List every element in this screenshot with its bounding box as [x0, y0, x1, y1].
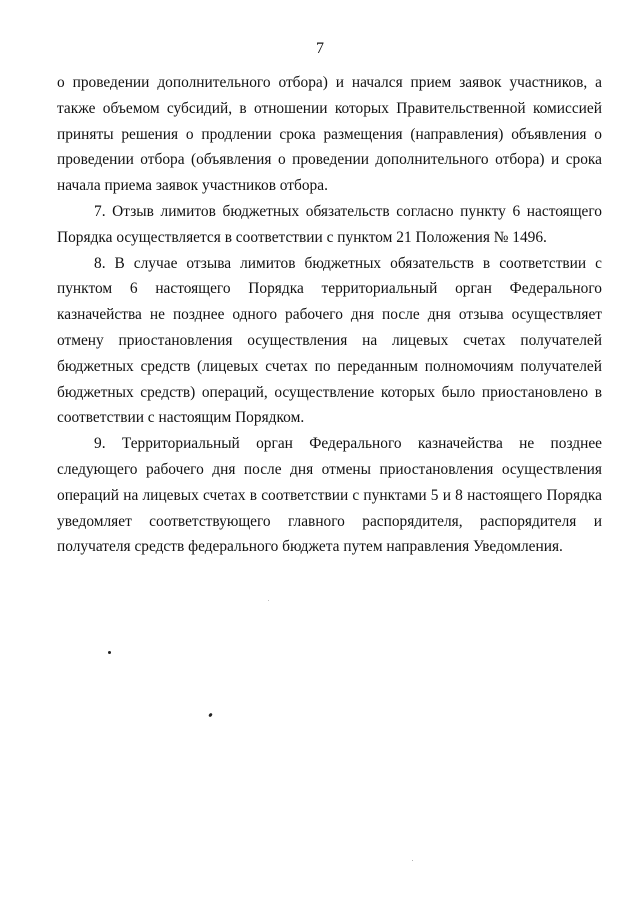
document-body — [57, 70, 602, 560]
paragraph-continuation: о проведении дополнительного отбора) и начался прием заявок участников, а также объемом субсидий, в отношении которых Правительственной комиссией приняты решения о продлении срока размещения (направления) объявления о проведении отбора (объявления о проведении дополнительного отбора) и срока начала приема заявок участников отбора. — [57, 74, 602, 195]
paragraph-item-7: 7. Отзыв лимитов бюджетных обязательств согласно пункту 6 настоящего Порядка осуществляется в соответствии с пунктом 21 Положения № 1496. — [57, 202, 602, 246]
scan-speck — [412, 860, 413, 861]
paragraph-item-9: 9. Территориальный орган Федерального казначейства не позднее следующего рабочего дня после дня отмены приостановления осуществления операций на лицевых счетах в соответствии с пунктами 5 и 8 настоящего Порядка уведомляет соответствующего главного распорядителя, распорядителя и получателя средств федерального бюджета путем направления Уведомления. — [57, 435, 602, 556]
scan-speck — [268, 600, 269, 601]
scan-speck — [208, 713, 213, 718]
scan-speck — [108, 651, 111, 654]
page-number: 7 — [316, 40, 324, 57]
paragraph-item-8: 8. В случае отзыва лимитов бюджетных обязательств в соответствии с пунктом 6 настоящего Порядка территориальный орган Федерального казначейства не позднее одного рабочего дня после дня отзыва осуществляет отмену приостановления осуществления на лицевых счетах получателей бюджетных средств (лицевых счетах по переданным полномочиям получателей бюджетных средств) операций, осуществление которых было приостановлено в соответствии с настоящим Порядком. — [57, 254, 602, 427]
